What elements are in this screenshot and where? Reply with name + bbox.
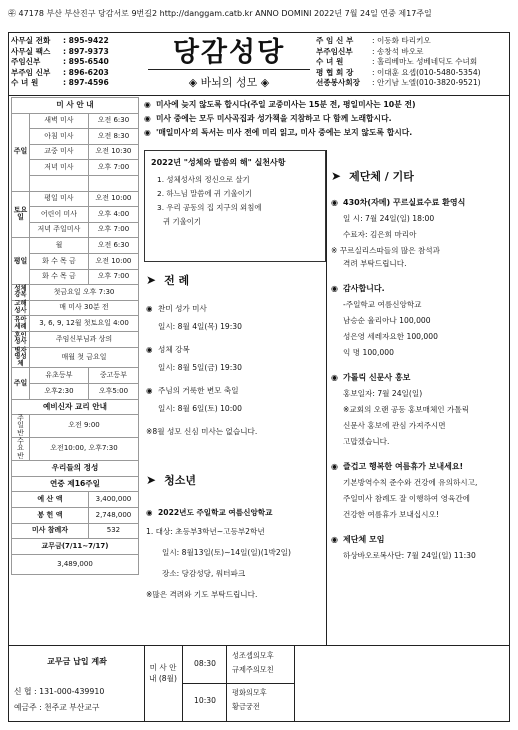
table-row (12, 383, 139, 399)
header-key: 주 임 신 부 (316, 36, 354, 45)
sacrament-value: 매 미사 30분 전 (30, 300, 139, 316)
table-row (12, 300, 139, 316)
schedule-time: 오전 8:30 (88, 129, 138, 145)
group-block-title: ◉ 제단체 모임 (331, 535, 385, 544)
youth-title: ◉ 2022년도 주일학교 여름신앙학교 (146, 508, 273, 517)
liturgy-item-detail: 일시: 8월 5일(금) 19:30 (158, 363, 242, 372)
schedule-label: 화 수 목 금 (30, 253, 89, 269)
catechism-value: 오전10:00, 오후7:30 (30, 438, 139, 461)
schedule-time: 오전 6:30 (88, 238, 138, 254)
youth-line: 일시: 8월13일(토)~14일(일)(1박2일) (162, 548, 291, 557)
finance-label: 예 산 액 (12, 492, 89, 508)
liturgy-item (146, 302, 324, 333)
table-row (12, 523, 139, 539)
schedule-label: 교중 미사 (30, 144, 89, 160)
header-value: : 송창석 바오로 (372, 46, 424, 56)
group-block (331, 533, 507, 562)
group-block-line: 주일미사 참례도 잘 이행하여 영육간에 (343, 494, 471, 503)
account-holder: 예금주 : 천주교 부산교구 (14, 703, 100, 712)
column-divider (326, 150, 327, 645)
header-value: : 895-6540 (63, 57, 109, 66)
notices (144, 98, 508, 140)
mass-time: 08:30 (194, 659, 216, 668)
schedule-time: 오전 10:30 (88, 144, 138, 160)
group-block (331, 371, 507, 448)
parish-title: 당감성당 (148, 36, 310, 70)
schedule-time: 오전 10:00 (88, 253, 138, 269)
header-row (11, 68, 143, 79)
group-block-line: 수료자: 김은희 마리아 (343, 230, 417, 239)
header-key: 사무실 팩스 (11, 46, 51, 56)
table-row (12, 507, 139, 523)
group-block-note: 격려 부탁드립니다. (343, 259, 407, 268)
catechism-header: 예비신자 교리 안내 (12, 399, 139, 415)
radio-bullet-icon: ◉ (331, 373, 338, 382)
group-block-line: -주일학교 여름신앙학교 (343, 300, 422, 309)
schedule-time: 오전 6:30 (88, 113, 138, 129)
header-value: : 안기남 노엘(010-3820-9521) (372, 78, 481, 87)
school-cell: 유초등부 (30, 368, 89, 384)
youth-section (146, 472, 324, 601)
group-block-line: 남승순 율리아나 100,000 (343, 316, 431, 325)
school-fee-label: 교무금(7/11~7/17) (12, 539, 139, 555)
radio-bullet-icon: ◉ (144, 128, 151, 137)
table-row (12, 113, 139, 129)
catechism-label: 수 요 반 (12, 438, 30, 461)
groups-section (331, 168, 507, 574)
group-block (331, 460, 507, 521)
notice-item: ◉ '매일미사'의 독서는 미사 전에 미리 읽고, 미사 중에는 보지 않도록 합시다. (144, 126, 508, 140)
group-block-line: 익 명 100,000 (343, 348, 394, 357)
motto-title: 2022년 "성체와 말씀의 해" 실천사항 (151, 158, 286, 167)
group-block-line: 성은영 세레자요한 100,000 (343, 332, 438, 341)
table-row (12, 160, 139, 176)
liturgy-item-title: ◉ 찬미 성가 미사 (146, 304, 207, 313)
radio-bullet-icon: ◉ (144, 100, 151, 109)
school-cell: 중고등부 (88, 368, 138, 384)
youth-line: 1. 대상: 초등부3학년~고등부2학년 (146, 527, 265, 536)
header-key: 사무실 전화 (11, 36, 51, 45)
header-key: 수 녀 원 (11, 78, 39, 87)
schedule-time: 오후 7:00 (88, 222, 138, 238)
header-value: : 897-9373 (63, 46, 109, 56)
title-block (148, 36, 310, 94)
schedule-group: 토요일 (12, 191, 30, 238)
schedule-time: 오후 7:00 (88, 160, 138, 176)
header-value: : 홀리베마노 성베네딕도 수녀회 (372, 57, 478, 66)
table-row (12, 539, 139, 555)
table-row (12, 269, 139, 285)
table-row (12, 129, 139, 145)
mass-schedule-table (11, 97, 139, 575)
liturgy-item-detail: 일시: 8월 6일(토) 10:00 (158, 404, 242, 413)
table-row (12, 476, 139, 492)
header-value: : 이대훈 요셉(010-5480-5354) (372, 67, 481, 77)
table-row (12, 222, 139, 238)
sacrament-label: 고해성사 (12, 300, 30, 316)
school-fee-value: 3,489,000 (12, 554, 139, 574)
school-group: 주일 (12, 368, 30, 399)
table-row (12, 492, 139, 508)
sacrament-label: 혼인성사 (12, 331, 30, 347)
liturgy-note: ※8월 성모 신심 미사는 없습니다. (146, 427, 258, 436)
header-row (11, 78, 143, 89)
liturgy-item-title: ◉ 성체 강복 (146, 345, 190, 354)
arrow-icon: ➤ (146, 473, 157, 487)
arrow-icon: ➤ (331, 169, 342, 183)
table-row (12, 399, 139, 415)
table-row (12, 461, 139, 477)
header-row (316, 68, 506, 79)
bottom-divider-h (182, 683, 294, 684)
schedule-label: 평일 미사 (30, 191, 89, 207)
account-number: 신 협 : 131-000-439910 (14, 687, 105, 696)
school-cell: 오후2:30 (30, 383, 89, 399)
finance-header: 우리들의 정성 (12, 461, 139, 477)
schedule-header: 미 사 안 내 (12, 98, 139, 114)
bottom-divider-v1 (144, 645, 145, 722)
youth-heading: ➤ 청소년 (146, 473, 196, 487)
group-block-line: 일 시: 7월 24일(일) 18:00 (343, 214, 435, 223)
radio-bullet-icon: ◉ (146, 304, 153, 313)
sacrament-value: 매월 첫 금요일 (30, 347, 139, 368)
header-value: : 897-4596 (63, 78, 109, 87)
header-key: 선종봉사회장 (316, 78, 361, 87)
schedule-time (88, 175, 138, 191)
schedule-label: 새벽 미사 (30, 113, 89, 129)
arrow-icon: ➤ (146, 273, 157, 287)
schedule-label: 아침 미사 (30, 129, 89, 145)
table-row (12, 191, 139, 207)
bottom-divider-v4 (294, 645, 295, 722)
header-key: 수 녀 원 (316, 57, 344, 66)
parish-subtitle: ◈ 바뇌의 성모 ◈ (188, 76, 270, 89)
motto-item: 1. 성체성사의 정신으로 살기 (157, 175, 250, 184)
motto-box (144, 150, 326, 262)
table-row (12, 207, 139, 223)
header-row (11, 57, 143, 68)
group-block-title: ◉ 감사합니다. (331, 284, 385, 293)
table-row (12, 144, 139, 160)
schedule-group: 주일 (12, 113, 30, 191)
table-row (12, 175, 139, 191)
group-block-title: ◉ 가톨릭 신문사 홍보 (331, 373, 411, 382)
sacrament-value: 첫금요일 오후 7:30 (30, 285, 139, 301)
mass-month-label: 미 사 안 내 (8월) (149, 663, 177, 683)
table-row (12, 554, 139, 574)
mass-time: 10:30 (194, 696, 216, 705)
group-block-line: 고맙겠습니다. (343, 437, 390, 446)
radio-bullet-icon: ◉ (146, 345, 153, 354)
table-row (12, 415, 139, 438)
group-block (331, 196, 507, 270)
finance-value: 3,400,000 (88, 492, 138, 508)
table-row (12, 438, 139, 461)
group-block-line: 하상바오로복사단: 7월 24일(일) 11:30 (343, 551, 476, 560)
header-key: 주임신부 (11, 57, 41, 66)
group-block-line: 건강한 여름휴가 보내십시오! (343, 510, 439, 519)
radio-bullet-icon: ◉ (331, 462, 338, 471)
table-row (12, 98, 139, 114)
schedule-label: 월 (30, 238, 89, 254)
sacrament-label: 유아세례 (12, 316, 30, 332)
header-row (316, 36, 506, 47)
bottom-divider (8, 645, 510, 646)
radio-bullet-icon: ◉ (146, 386, 153, 395)
schedule-label: 저녁 미사 (30, 160, 89, 176)
header-row (316, 78, 506, 89)
mass-desc: 평화의모후 (232, 688, 267, 697)
group-block-title: ◉ 430차(자메) 꾸르실료수료 환영식 (331, 198, 466, 207)
header-row (11, 36, 143, 47)
radio-bullet-icon: ◉ (331, 535, 338, 544)
liturgy-item (146, 343, 324, 374)
schedule-label (30, 175, 89, 191)
sacrament-label: 병자영성체 (12, 347, 30, 368)
sacrament-value: 주임신부님과 상의 (30, 331, 139, 347)
header-key: 평 협 회 장 (316, 67, 354, 77)
header-value: : 896-6203 (63, 67, 109, 77)
header-row (316, 47, 506, 58)
header-value: : 895-9422 (63, 36, 109, 45)
schedule-label: 화 수 목 금 (30, 269, 89, 285)
motto-item: 귀 기울이기 (163, 217, 202, 226)
header-divider (8, 95, 510, 96)
groups-heading: ➤ 제단체 / 기타 (331, 169, 414, 183)
table-row (12, 253, 139, 269)
liturgy-item-detail: 일시: 8월 4일(목) 19:30 (158, 322, 242, 331)
table-row (12, 285, 139, 301)
school-cell: 오후5:00 (88, 383, 138, 399)
schedule-label: 어린이 미사 (30, 207, 89, 223)
group-block-line: 홍보일자: 7월 24일(일) (343, 389, 423, 398)
sacrament-label: 성체강복 (12, 285, 30, 301)
finance-value: 532 (88, 523, 138, 539)
liturgy-heading: ➤ 전 례 (146, 273, 190, 287)
mass-desc: 황금궁전 (232, 702, 260, 711)
liturgy-item (146, 384, 324, 415)
youth-note: ※많은 격려와 기도 부탁드립니다. (146, 590, 258, 599)
schedule-time: 오후 4:00 (88, 207, 138, 223)
liturgy-section (146, 272, 324, 438)
clergy-info (316, 36, 506, 89)
mass-desc: 성조셉의모후 (232, 651, 274, 660)
header-key: 부주임 신부 (11, 67, 51, 77)
sacrament-value: 3, 6, 9, 12월 첫토요일 4:00 (30, 316, 139, 332)
header-row (316, 57, 506, 68)
group-block-line: 기본방역수칙 준수와 건강에 유의하시고, (343, 478, 478, 487)
table-row (12, 331, 139, 347)
radio-bullet-icon: ◉ (331, 284, 338, 293)
finance-label: 미사 참례자 (12, 523, 89, 539)
table-row (12, 238, 139, 254)
motto-item: 2. 하느님 말씀에 귀 기울이기 (157, 189, 252, 198)
mass-desc: 규제주의모친 (232, 665, 274, 674)
liturgy-item-title: ◉ 주님의 거룩한 변모 축일 (146, 386, 239, 395)
group-block-note: ※ 꾸르실리스따들의 많은 참석과 (331, 246, 440, 255)
radio-bullet-icon: ◉ (144, 114, 151, 123)
notice-item: ◉ 미사에 늦지 않도록 합시다(주일 교중미사는 15분 전, 평일미사는 10분 전) (144, 98, 508, 112)
group-block-line: ※교회의 오랜 공동 홍보매체인 가톨릭 (343, 405, 470, 414)
table-row (12, 347, 139, 368)
schedule-time: 오후 7:00 (88, 269, 138, 285)
schedule-label: 저녁 주일미사 (30, 222, 89, 238)
catechism-value: 오전 9:00 (30, 415, 139, 438)
top-info-line: ㉾ 47178 부산 부산진구 당감서로 9번길2 http://danggam.catb.kr ANNO DOMINI 2022년 7월 24일 연중 제17주일 (8, 9, 432, 18)
header-row (11, 47, 143, 58)
catechism-label: 주 일 반 (12, 415, 30, 438)
group-block (331, 282, 507, 359)
finance-value: 2,748,000 (88, 507, 138, 523)
contact-info (11, 36, 143, 89)
header-key: 부주임신부 (316, 46, 353, 56)
schedule-group: 평일 (12, 238, 30, 285)
account-label: 교무금 납입 계좌 (47, 657, 107, 666)
finance-label: 봉 헌 액 (12, 507, 89, 523)
radio-bullet-icon: ◉ (331, 198, 338, 207)
group-block-title: ◉ 즐겁고 행복한 여름휴가 보내세요! (331, 462, 464, 471)
youth-line: 장소: 당감성당, 워터파크 (162, 569, 246, 578)
group-block-line: 신문사 홍보에 관심 가져주시면 (343, 421, 446, 430)
schedule-time: 오전 10:00 (88, 191, 138, 207)
table-row (12, 368, 139, 384)
header-value: : 이동화 타리키오 (372, 36, 431, 45)
motto-item: 3. 우리 공동의 집 지구의 외침에 (157, 203, 262, 212)
finance-sub: 연중 제16주일 (12, 476, 139, 492)
table-row (12, 316, 139, 332)
notice-item: ◉ 미사 중에는 모두 미사곡집과 성가책을 지참하고 다 함께 노래합시다. (144, 112, 508, 126)
